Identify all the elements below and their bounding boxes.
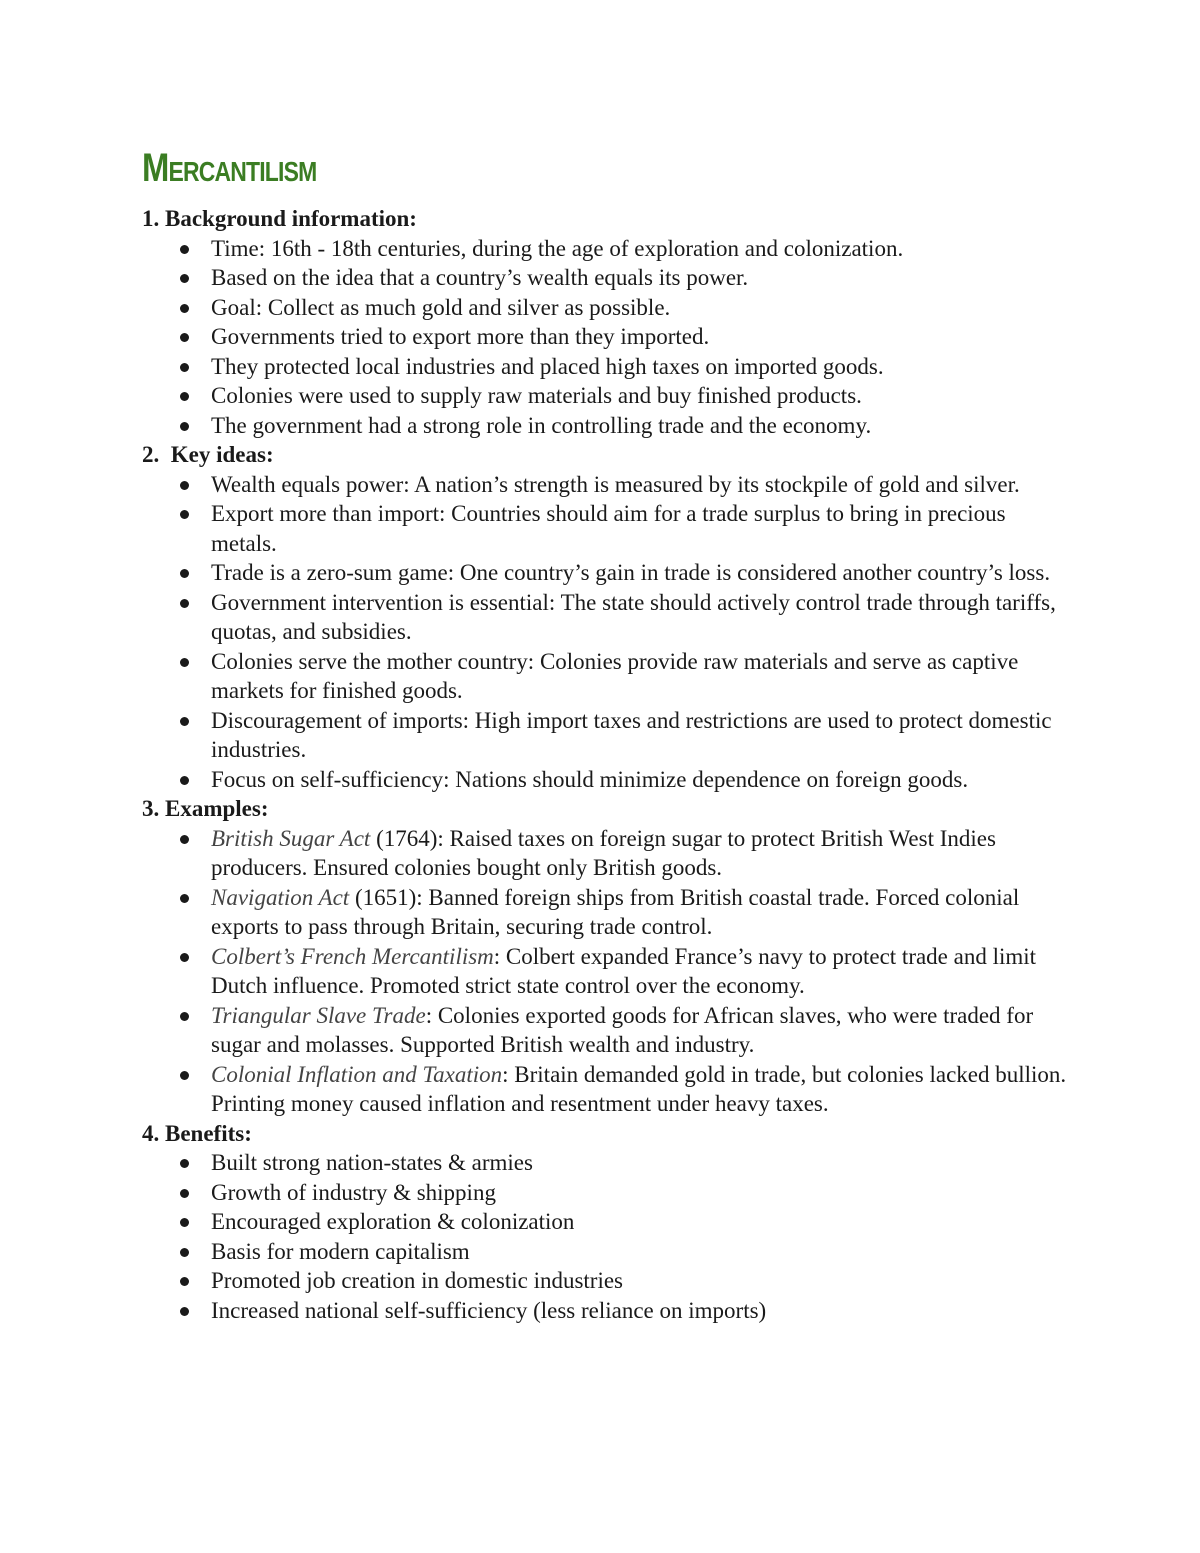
list-item: Growth of industry & shipping [211,1178,1072,1208]
list-item [211,942,1072,1001]
document-page [142,148,1072,1325]
list-item: Government intervention is essential: The state should actively control trade through tariffs, quotas, and subsidies. [211,588,1072,647]
list-item: Colonies serve the mother country: Colonies provide raw materials and serve as captive markets for finished goods. [211,647,1072,706]
list-item: They protected local industries and placed high taxes on imported goods. [211,352,1072,382]
list-item: Encouraged exploration & colonization [211,1207,1072,1237]
list-item [211,824,1072,883]
example-text: : Britain demanded gold in trade, but colonies lacked bullion. Printing money caused inflation and resentment under heavy taxes. [211,1061,1067,1116]
list-item: Basis for modern capitalism [211,1237,1072,1267]
example-text: (1651): Banned foreign ships from British coastal trade. Forced colonial exports to pass through Britain, securing trade control. [211,884,1020,939]
bullet-list [142,470,1072,795]
section-heading: 1. Background information: [142,206,417,231]
section-examples [142,794,1072,1119]
list-item: Increased national self-sufficiency (less reliance on imports) [211,1296,1072,1326]
list-item: Export more than import: Countries should aim for a trade surplus to bring in precious metals. [211,499,1072,558]
section-heading: 2. Key ideas: [142,442,274,467]
list-item: Goal: Collect as much gold and silver as possible. [211,293,1072,323]
section-heading: 3. Examples: [142,796,269,821]
list-item: Built strong nation-states & armies [211,1148,1072,1178]
example-text: (1764): Raised taxes on foreign sugar to protect British West Indies producers. Ensured colonies bought only British goods. [211,825,996,880]
list-item: Promoted job creation in domestic industries [211,1266,1072,1296]
example-title: Colbert’s French Mercantilism [211,943,494,969]
section-key-ideas [142,440,1072,794]
list-item: Governments tried to export more than they imported. [211,322,1072,352]
list-item: Wealth equals power: A nation’s strength is measured by its stockpile of gold and silver. [211,470,1072,500]
document-title: Mercantilism [142,146,317,190]
list-item: Trade is a zero-sum game: One country’s gain in trade is considered another country’s loss. [211,558,1072,588]
example-title: Triangular Slave Trade [211,1002,426,1028]
list-item [211,1001,1072,1060]
list-item [211,1060,1072,1119]
list-item [211,883,1072,942]
list-item: Based on the idea that a country’s wealth equals its power. [211,263,1072,293]
list-item: Focus on self-sufficiency: Nations should minimize dependence on foreign goods. [211,765,1072,795]
list-item: The government had a strong role in controlling trade and the economy. [211,411,1072,441]
section-heading: 4. Benefits: [142,1120,252,1146]
list-item: Colonies were used to supply raw materials and buy finished products. [211,381,1072,411]
example-title: British Sugar Act [211,825,371,851]
list-item: Time: 16th - 18th centuries, during the age of exploration and colonization. [211,234,1072,264]
bullet-list [142,1148,1072,1325]
example-title: Colonial Inflation and Taxation [211,1061,503,1087]
bullet-list [142,824,1072,1119]
section-background [142,204,1072,440]
bullet-list [142,234,1072,441]
example-title: Navigation Act [211,884,350,910]
example-text: : Colonies exported goods for African slaves, who were traded for sugar and molasses. Supported British wealth and industry. [211,1002,1034,1057]
list-item: Discouragement of imports: High import taxes and restrictions are used to protect domestic industries. [211,706,1072,765]
example-text: : Colbert expanded France’s navy to protect trade and limit Dutch influence. Promoted strict state control over the economy. [211,943,1037,998]
section-benefits [142,1119,1072,1326]
